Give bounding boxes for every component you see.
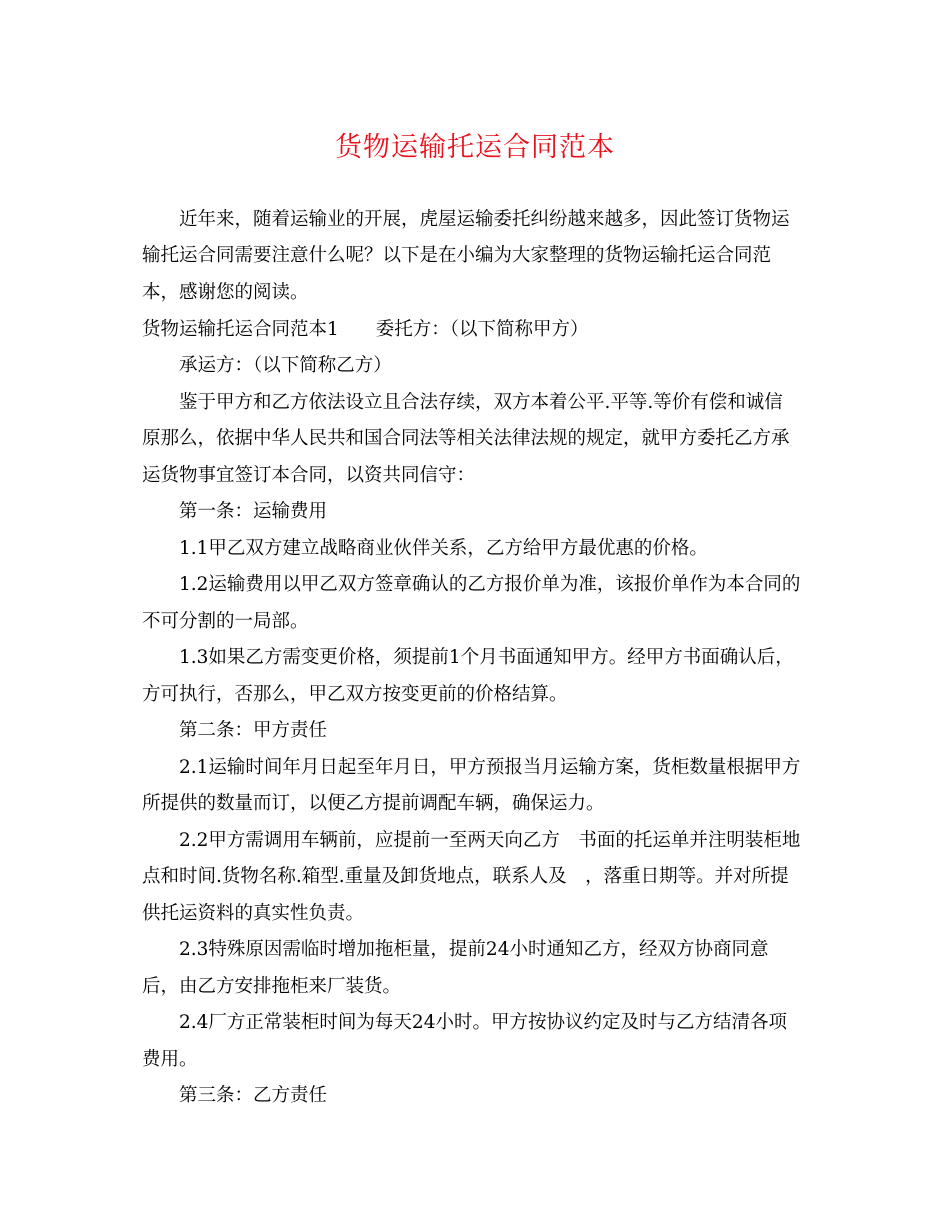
clause-2-2-line-1: 2.2甲方需调用车辆前，应提前一至两天向乙方 书面的托运单并注明装柜地 [179, 830, 801, 851]
document-title: 货物运输托运合同范本 [335, 132, 615, 163]
intro-line-1: 近年来，随着运输业的开展，虎屋运输委托纠纷越来越多，因此签订货物运 [179, 209, 790, 230]
article-2-heading: 第二条：甲方责任 [179, 720, 328, 741]
clause-2-4-line-1: 2.4厂方正常装柜时间为每天24小时。甲方按协议约定及时与乙方结清各项 [179, 1012, 787, 1033]
clause-1-1: 1.1甲乙双方建立战略商业伙伴关系，乙方给甲方最优惠的价格。 [179, 538, 708, 559]
preamble-line-3: 运货物事宜签订本合同，以资共同信守： [142, 465, 476, 486]
clause-2-3-line-2: 后，由乙方安排拖柜来厂装货。 [142, 976, 402, 997]
clause-2-4-line-2: 费用。 [142, 1049, 198, 1070]
clause-1-3-line-2: 方可执行，否那么，甲乙双方按变更前的价格结算。 [142, 684, 568, 705]
clause-2-1-line-2: 所提供的数量而订，以便乙方提前调配车辆，确保运力。 [142, 793, 605, 814]
clause-2-2-line-2: 点和时间.货物名称.箱型.重量及卸货地点，联系人及 ，落重日期等。并对所提 [142, 866, 789, 887]
article-1-heading: 第一条：运输费用 [179, 501, 328, 522]
preamble-line-2: 原那么，依据中华人民共和国合同法等相关法律法规的规定，就甲方委托乙方承 [142, 428, 790, 449]
clause-1-2-line-2: 不可分割的一局部。 [142, 611, 309, 632]
preamble-line-1: 鉴于甲方和乙方依法设立且合法存续，双方本着公平.平等.等价有偿和诚信 [179, 392, 783, 413]
clause-2-2-line-3: 供托运资料的真实性负责。 [142, 903, 365, 924]
contract-heading-line: 货物运输托运合同范本1 委托方：（以下简称甲方） [142, 319, 589, 340]
article-3-heading: 第三条：乙方责任 [179, 1085, 328, 1106]
clause-1-3-line-1: 1.3如果乙方需变更价格，须提前1个月书面通知甲方。经甲方书面确认后， [179, 647, 794, 668]
clause-2-3-line-1: 2.3特殊原因需临时增加拖柜量，提前24小时通知乙方，经双方协商同意 [179, 939, 769, 960]
clause-2-1-line-1: 2.1运输时间年月日起至年月日，甲方预报当月运输方案，货柜数量根据甲方 [179, 757, 801, 778]
carrier-line: 承运方：（以下简称乙方） [179, 355, 392, 376]
intro-line-3: 本，感谢您的阅读。 [142, 282, 309, 303]
intro-line-2: 输托运合同需要注意什么呢？以下是在小编为大家整理的货物运输托运合同范 [142, 245, 772, 266]
clause-1-2-line-1: 1.2运输费用以甲乙双方签章确认的乙方报价单为准，该报价单作为本合同的 [179, 574, 801, 595]
